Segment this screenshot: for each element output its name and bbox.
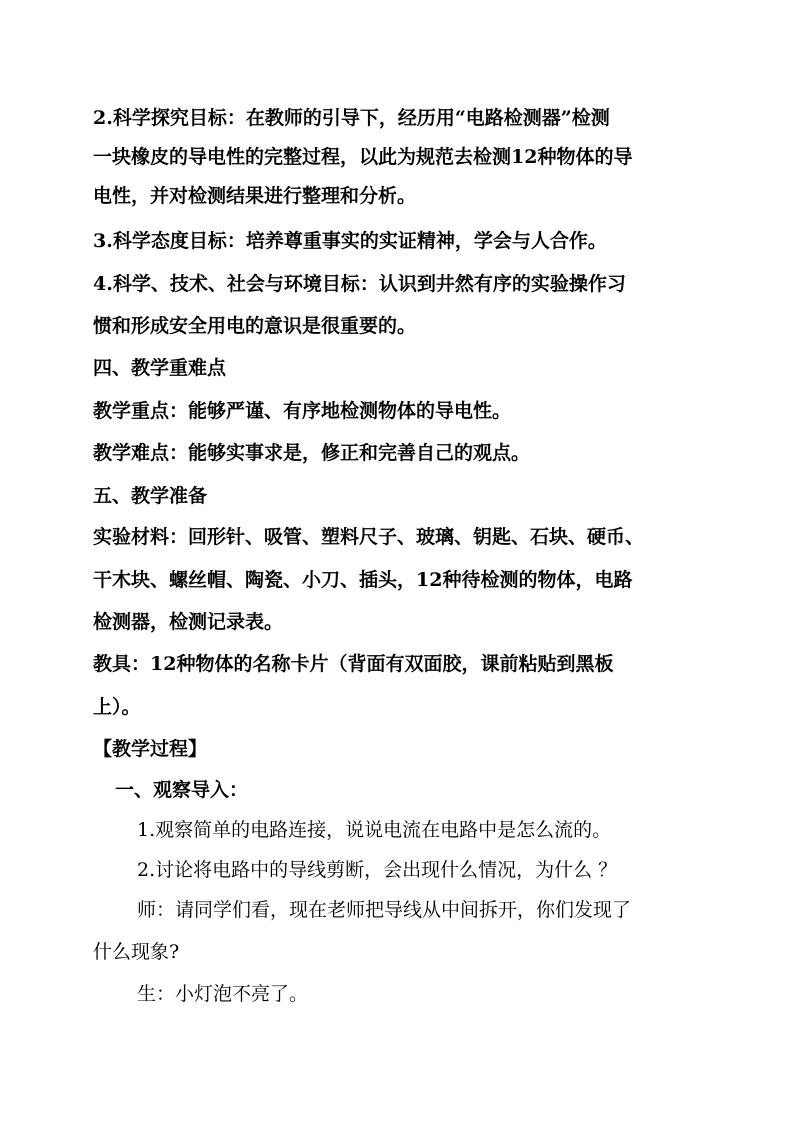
teacher-line-1: 师：请同学们看，现在老师把导线从中间拆开，你们发现了 [137, 899, 632, 921]
materials-line-1: 实验材料：回形针、吸管、塑料尺子、玻璃、钥匙、石块、硬币、 [93, 526, 645, 548]
materials-line-2: 干木块、螺丝帽、陶瓷、小刀、插头，12种待检测的物体，电路 [93, 569, 633, 591]
teaching-process-heading: 【教学过程】 [93, 738, 208, 760]
science-attitude-goal: 3.科学态度目标：培养尊重事实的实证精神，学会与人合作。 [93, 230, 607, 252]
science-inquiry-goal-line-2: 一块橡皮的导电性的完整过程，以此为规范去检测12种物体的导 [93, 146, 633, 168]
section-heading-preparation: 五、教学准备 [93, 485, 208, 507]
science-inquiry-goal-line-1: 2.科学探究目标：在教师的引导下，经历用“电路检测器”检测 [93, 107, 610, 129]
observation-intro-heading: 一、观察导入： [115, 779, 249, 801]
sts-goal-line-1: 4.科学、技术、社会与环境目标：认识到井然有序的实验操作习 [93, 273, 626, 295]
teacher-line-2: 什么现象? [93, 941, 180, 963]
teaching-aids-line-2: 上）。 [93, 696, 141, 718]
step-2: 2.讨论将电路中的导线剪断，会出现什么情况，为什么 ？ [137, 859, 618, 881]
teaching-difficulty: 教学难点：能够实事求是，修正和完善自己的观点。 [93, 442, 531, 464]
student-response: 生：小灯泡不亮了。 [137, 983, 309, 1005]
science-inquiry-goal-line-3: 电性，并对检测结果进行整理和分析。 [93, 185, 417, 207]
teaching-aids-line-1: 教具：12种物体的名称卡片（背面有双面胶，课前粘贴到黑板 [93, 653, 614, 675]
step-1: 1.观察简单的电路连接，说说电流在电路中是怎么流的。 [137, 819, 612, 841]
teaching-focus: 教学重点：能够严谨、有序地检测物体的导电性。 [93, 400, 512, 422]
materials-line-3: 检测器，检测记录表。 [93, 611, 284, 633]
section-heading-key-points: 四、教学重难点 [93, 357, 227, 379]
sts-goal-line-2: 惯和形成安全用电的意识是很重要的。 [93, 315, 417, 337]
